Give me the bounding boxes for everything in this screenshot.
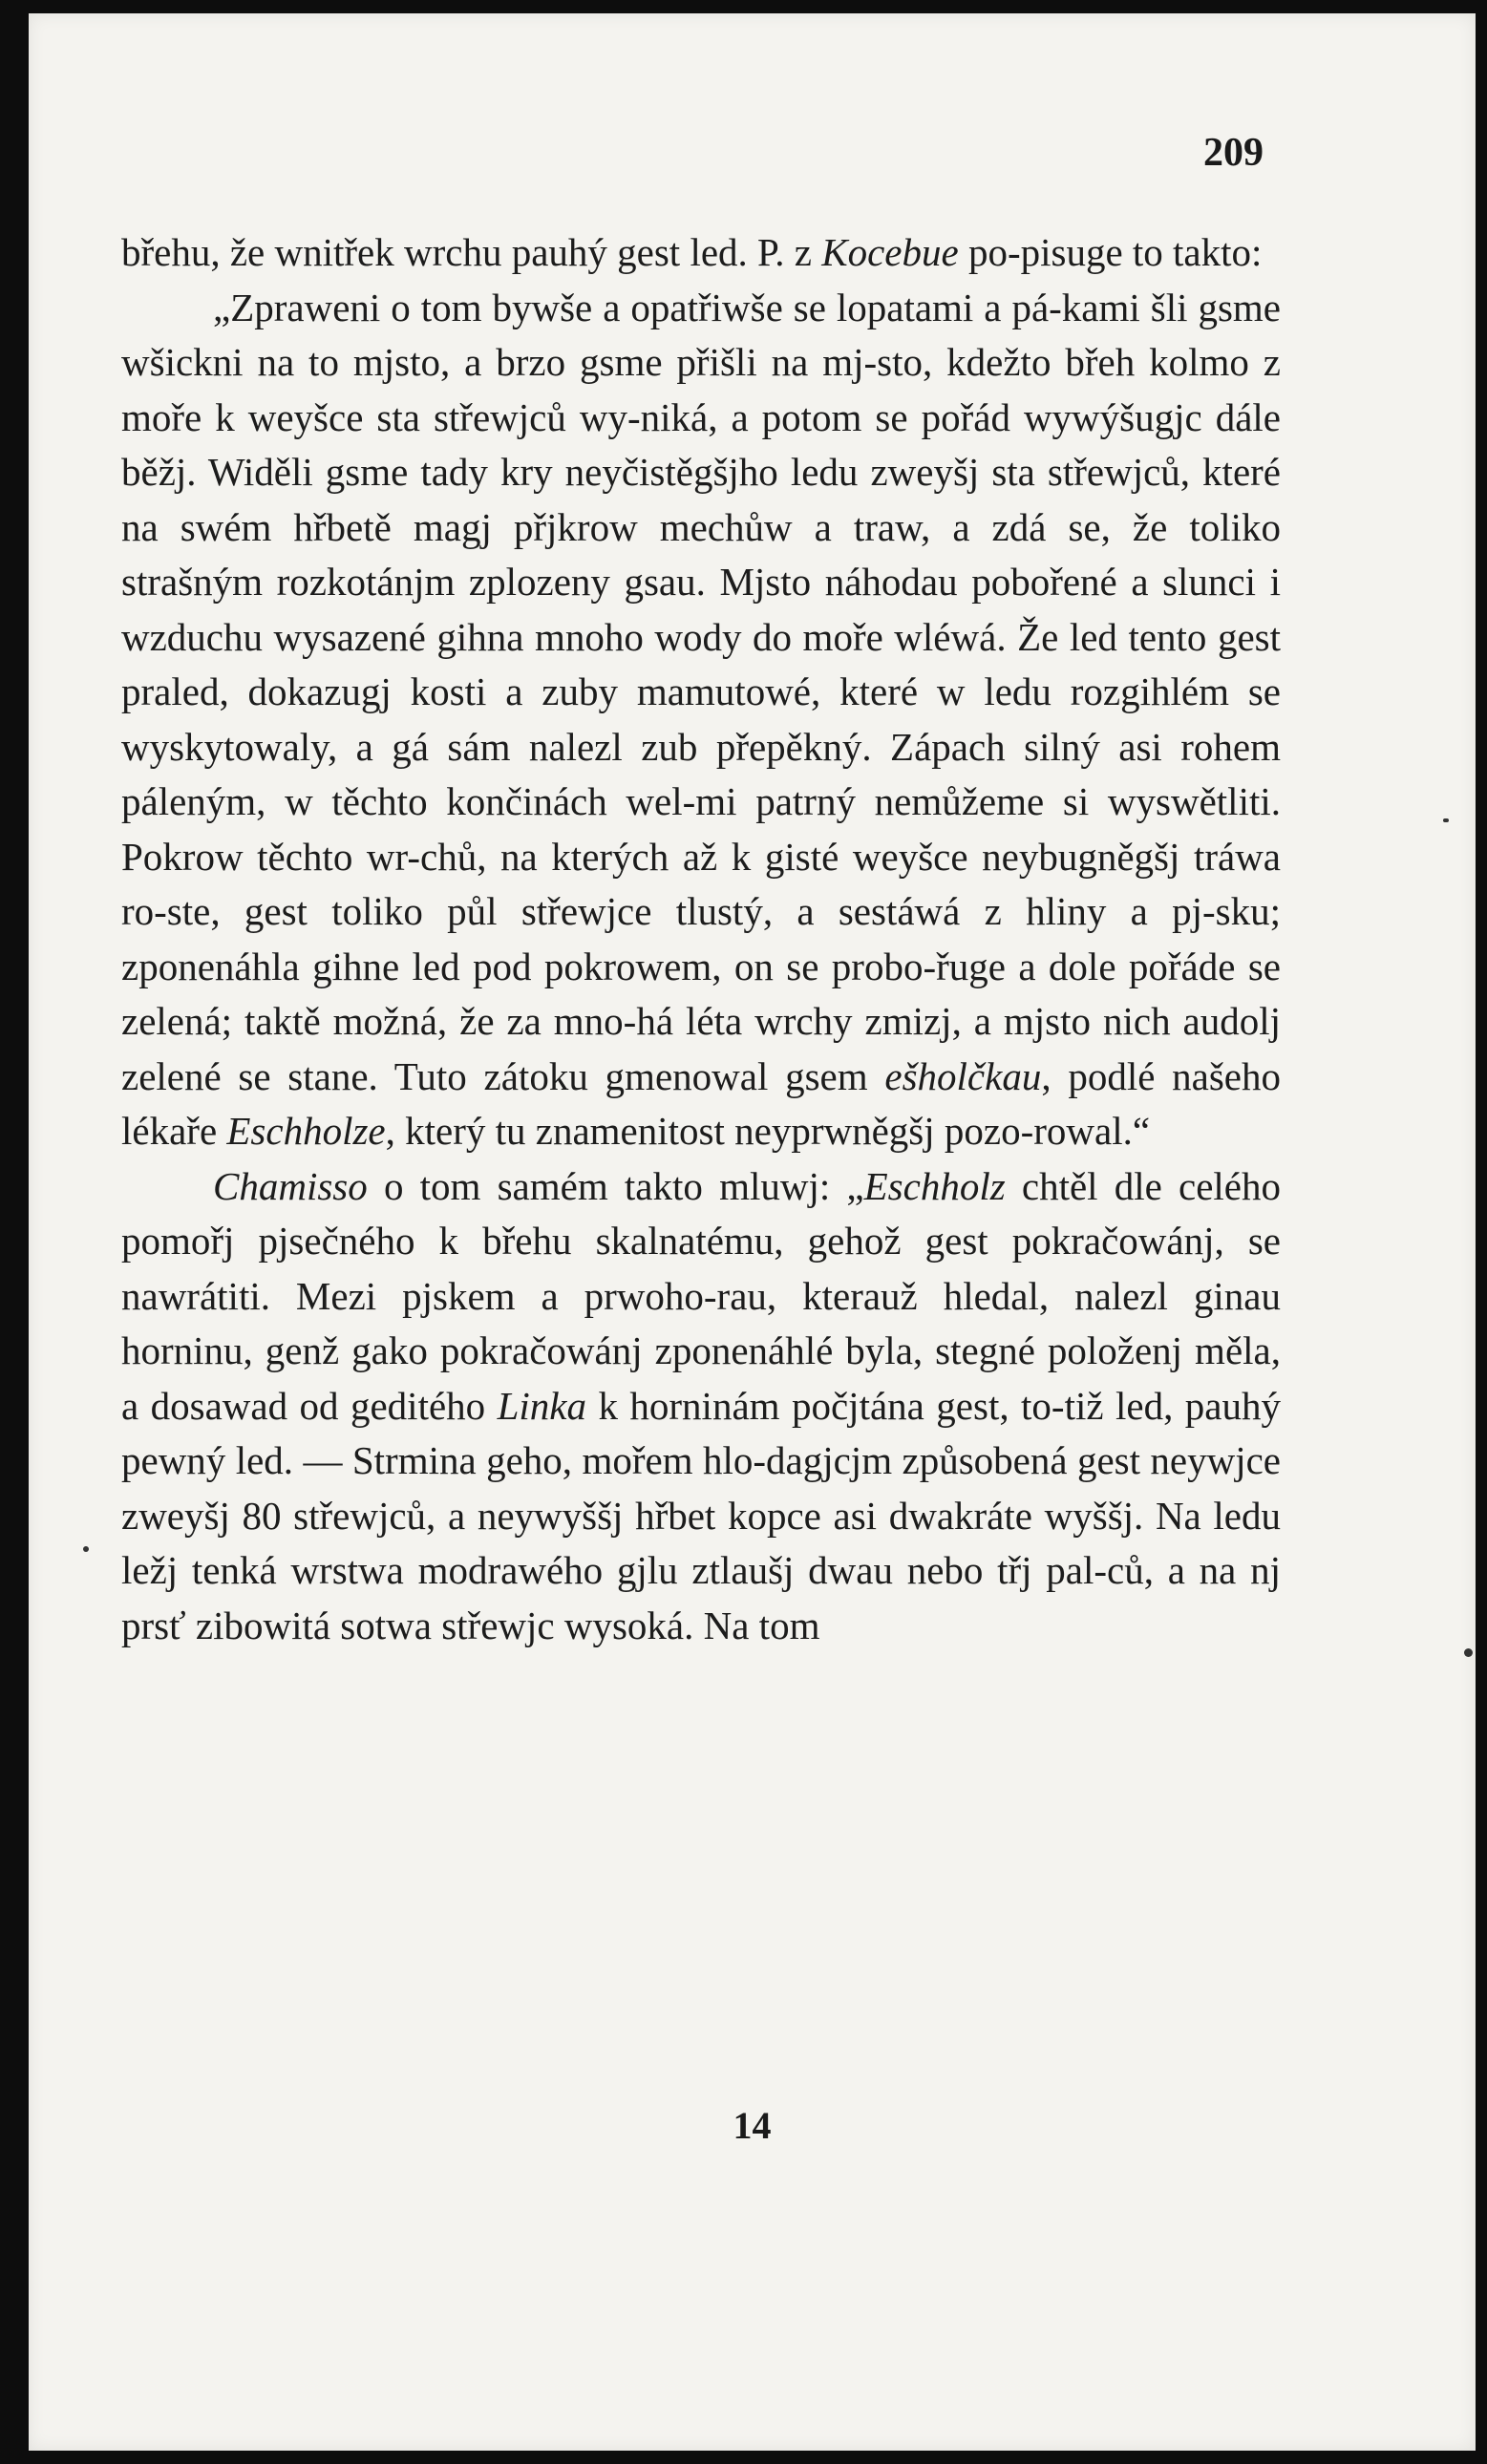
text-segment: po-pisuge to takto: [958, 230, 1263, 274]
ink-speck [83, 1546, 89, 1552]
text-segment: k horninám počjtána gest, to-tiž led, pauhý pewný led. — Strmina geho, mořem hlo-dagjcjm způsobená gest neywjce zweyšj 80 střewjců, a neywyššj hřbet kopce asi dwakráte wyššj. Na ledu ležj tenká wrstwa modrawého gjlu ztlaušj dwau nebo třj pal-ců, a na nj prsť zibowitá sotwa střewjc wysoká. Na tom [121, 1383, 1281, 1647]
signature-mark: 14 [733, 2104, 772, 2147]
italic-name: Chamisso [213, 1163, 368, 1208]
text-segment: , podlé našeho lékaře [121, 1053, 1281, 1153]
italic-name: ešholčkau [884, 1053, 1042, 1098]
ink-speck [1464, 1648, 1473, 1657]
text-segment: o tom samém takto mluwj: „ [367, 1163, 864, 1208]
paragraph-2 [121, 281, 1281, 1159]
paragraph-1 [121, 225, 1281, 281]
italic-name: Linka [497, 1383, 587, 1428]
page-number: 209 [1203, 131, 1264, 175]
paragraph-3 [121, 1159, 1281, 1654]
text-segment: břehu, že wnitřek wrchu pauhý gest led. P. z [121, 230, 822, 274]
book-page [29, 13, 1476, 2451]
text-segment: chtěl dle celého pomořj pjsečného k břehu skalnatému, gehož gest pokračowánj, se nawrátiti. Mezi pjskem a prwoho-rau, kterauž hledal, nalezl ginau horninu, genž gako pokračowánj zponenáhlé byla, stegné položenj měla, a dosawad od geditého [121, 1163, 1281, 1428]
italic-name: Eschholze [226, 1109, 386, 1153]
text-segment: , který tu znamenitost neyprwněgšj pozo-rowal.“ [385, 1109, 1151, 1153]
ink-speck [1443, 818, 1449, 822]
italic-name: Kocebue [821, 230, 959, 274]
italic-name: Eschholz [863, 1163, 1006, 1208]
body-text [121, 225, 1281, 1653]
text-segment: „Zpraweni o tom bywše a opatřiwše se lopatami a pá-kami šli gsme wšickni na to mjsto, a brzo gsme přišli na mj-sto, kdežto břeh kolmo z moře k weyšce sta střewjců wy-niká, a potom se pořád wywýšugjc dále běžj. Widěli gsme tady kry neyčistěgšjho ledu zweyšj sta střewjců, které na swém hřbetě magj přjkrow mechůw a traw, a zdá se, že toliko strašným rozkotánjm zplozeny gsau. Mjsto náhodau pobořené a slunci i wzduchu wysazené gihna mnoho wody do moře wléwá. Že led tento gest praled, dokazugj kosti a zuby mamutowé, které w ledu rozgihlém se wyskytowaly, a gá sám nalezl zub přepěkný. Zápach silný asi rohem páleným, w těchto končinách wel-mi patrný nemůžeme si wyswětliti. Pokrow těchto wr-chů, na kterých až k gisté weyšce neybugněgšj tráwa ro-ste, gest toliko půl střewjce tlustý, a sestáwá z hliny a pj-sku; zponenáhla gihne led pod pokrowem, on se probo-řuge a dole pořáde se zelená; taktě možná, že za mno-há léta wrchy zmizj, a mjsto nich audolj zelené se stane. Tuto zátoku gmenowal gsem [121, 285, 1281, 1098]
